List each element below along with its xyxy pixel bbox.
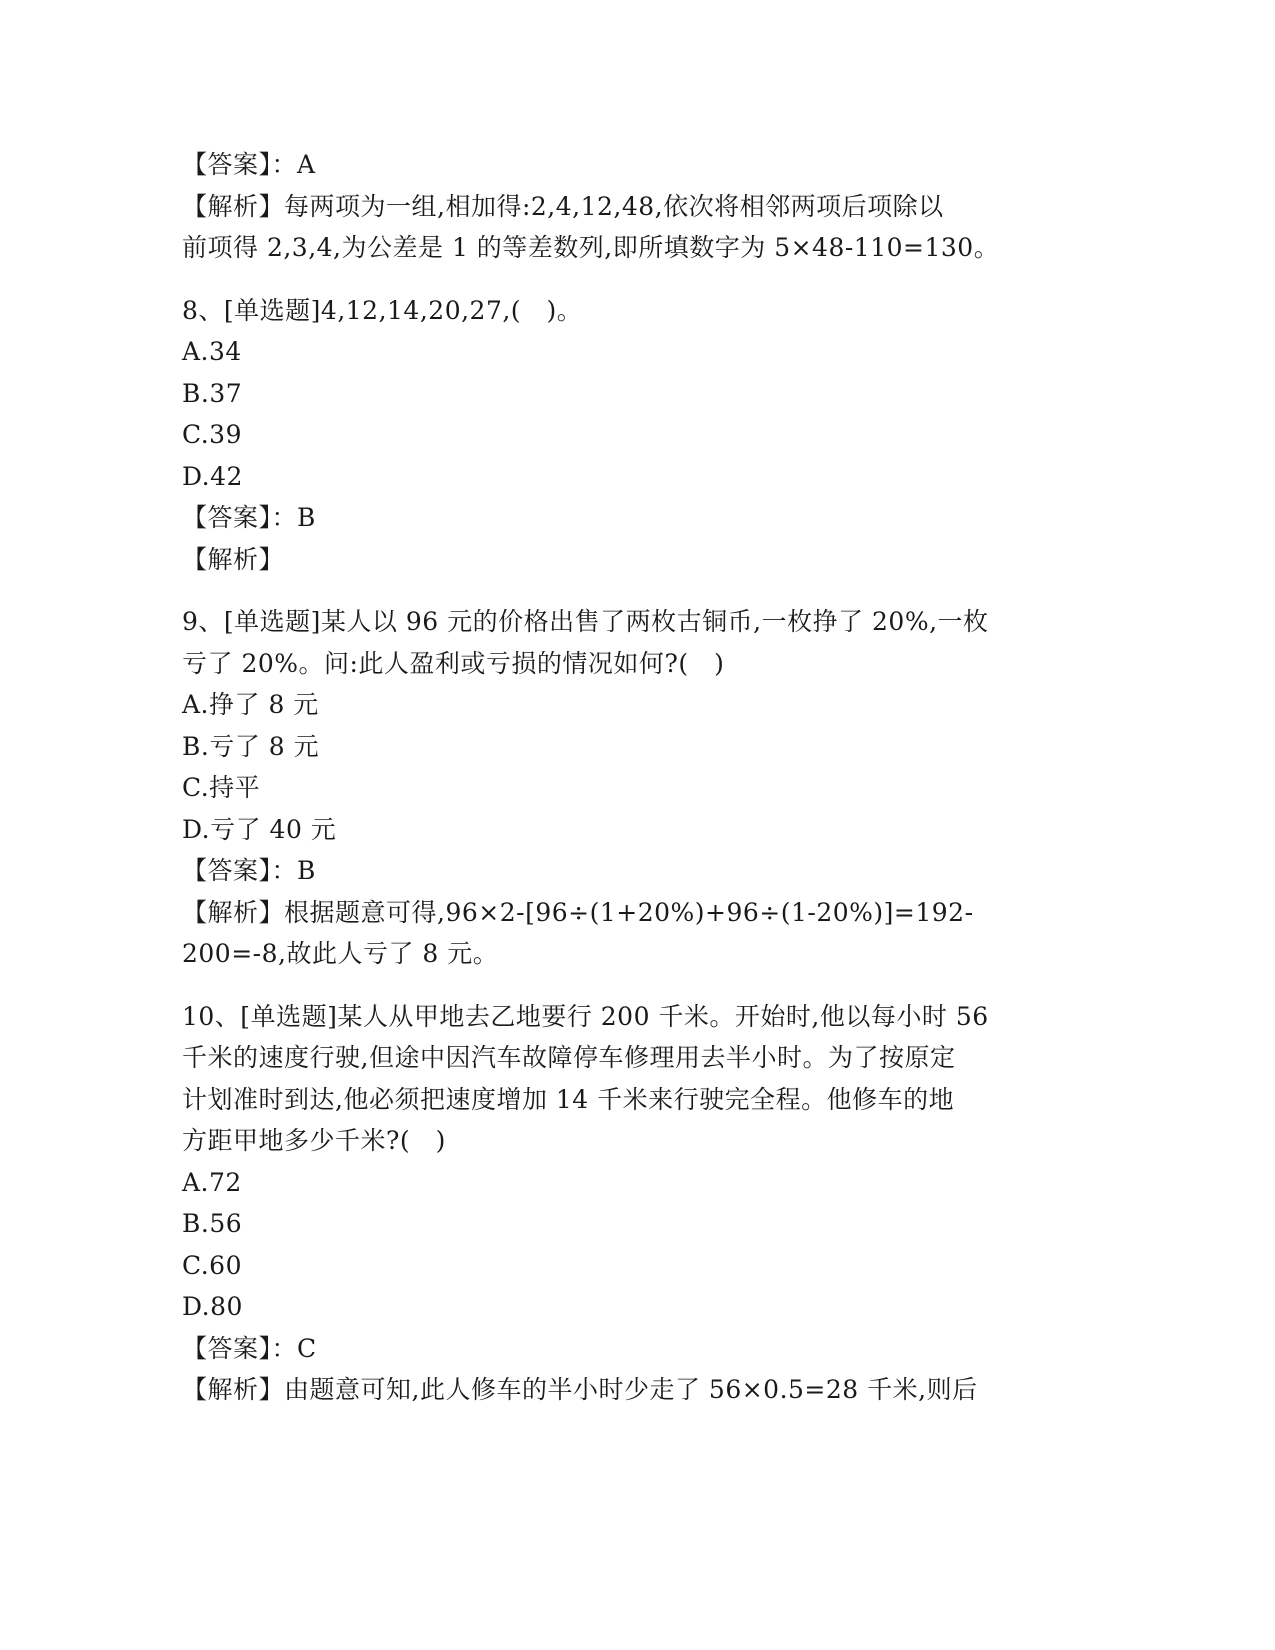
answer-label: 【答案】： <box>182 856 298 885</box>
document-page <box>182 144 1082 1411</box>
q8-option-b: B.37 <box>182 378 243 408</box>
analysis-text: 由题意可知,此人修车的半小时少走了 56×0.5=28 千米,则后 <box>284 1375 978 1404</box>
q10-stem-line-1: 10、[单选题]某人从甲地去乙地要行 200 千米。开始时,他以每小时 56 <box>182 1001 989 1031</box>
q9-option-c: C.持平 <box>182 773 261 802</box>
answer-value: A <box>297 150 316 179</box>
q9-option-a: A.挣了 8 元 <box>182 690 319 719</box>
q8-option-a: A.34 <box>182 337 242 366</box>
analysis-label: 【解析】 <box>182 191 285 221</box>
q8-stem: 8、[单选题]4,12,14,20,27,( )。 <box>182 295 583 325</box>
answer-label: 【答案】： <box>182 1333 298 1363</box>
q10-option-c: C.60 <box>182 1250 242 1280</box>
answer-label: 【答案】： <box>182 503 298 532</box>
q8-analysis <box>182 539 1082 581</box>
q9-option-d: D.亏了 40 元 <box>182 814 337 844</box>
analysis-label: 【解析】 <box>182 544 285 574</box>
answer-value: B <box>297 503 316 532</box>
q8-option-c: C.39 <box>182 420 242 449</box>
q9-analysis-line-2: 200=-8,故此人亏了 8 元。 <box>182 939 499 968</box>
q10-answer <box>182 1328 1082 1370</box>
answer-label: 【答案】： <box>182 150 298 179</box>
q10-stem-line-2: 千米的速度行驶,但途中因汽车故障停车修理用去半小时。为了按原定 <box>182 1043 956 1072</box>
q10-option-b: B.56 <box>182 1209 243 1238</box>
answer-value: C <box>297 1333 317 1363</box>
q10-stem-line-3: 计划准时到达,他必须把速度增加 14 千米来行驶完全程。他修车的地 <box>182 1084 955 1114</box>
q8-option-d: D.42 <box>182 461 243 491</box>
q9-stem-line-1: 9、[单选题]某人以 96 元的价格出售了两枚古铜币,一枚挣了 20%,一枚 <box>182 607 989 636</box>
answer-value: B <box>297 856 316 885</box>
q7-answer <box>182 144 1082 186</box>
q8-answer <box>182 497 1082 539</box>
q10-stem-line-4: 方距甲地多少千米?( ) <box>182 1126 446 1155</box>
q10-analysis-line-1 <box>182 1369 1082 1411</box>
analysis-text: 每两项为一组,相加得:2,4,12,48,依次将相邻两项后项除以 <box>284 191 944 221</box>
analysis-label: 【解析】 <box>182 897 285 927</box>
q7-analysis-line-2: 前项得 2,3,4,为公差是 1 的等差数列,即所填数字为 5×48-110=130。 <box>182 233 1000 262</box>
q7-analysis-line-1 <box>182 186 1082 228</box>
q10-option-d: D.80 <box>182 1292 243 1321</box>
q9-analysis-line-1 <box>182 892 1082 934</box>
analysis-label: 【解析】 <box>182 1375 285 1404</box>
analysis-text: 根据题意可得,96×2-[96÷(1+20%)+96÷(1-20%)]=192- <box>284 897 974 927</box>
q10-option-a: A.72 <box>182 1167 242 1197</box>
q9-stem-line-2: 亏了 20%。问:此人盈利或亏损的情况如何?( ) <box>182 648 725 678</box>
q9-option-b: B.亏了 8 元 <box>182 731 320 761</box>
q9-answer <box>182 850 1082 892</box>
